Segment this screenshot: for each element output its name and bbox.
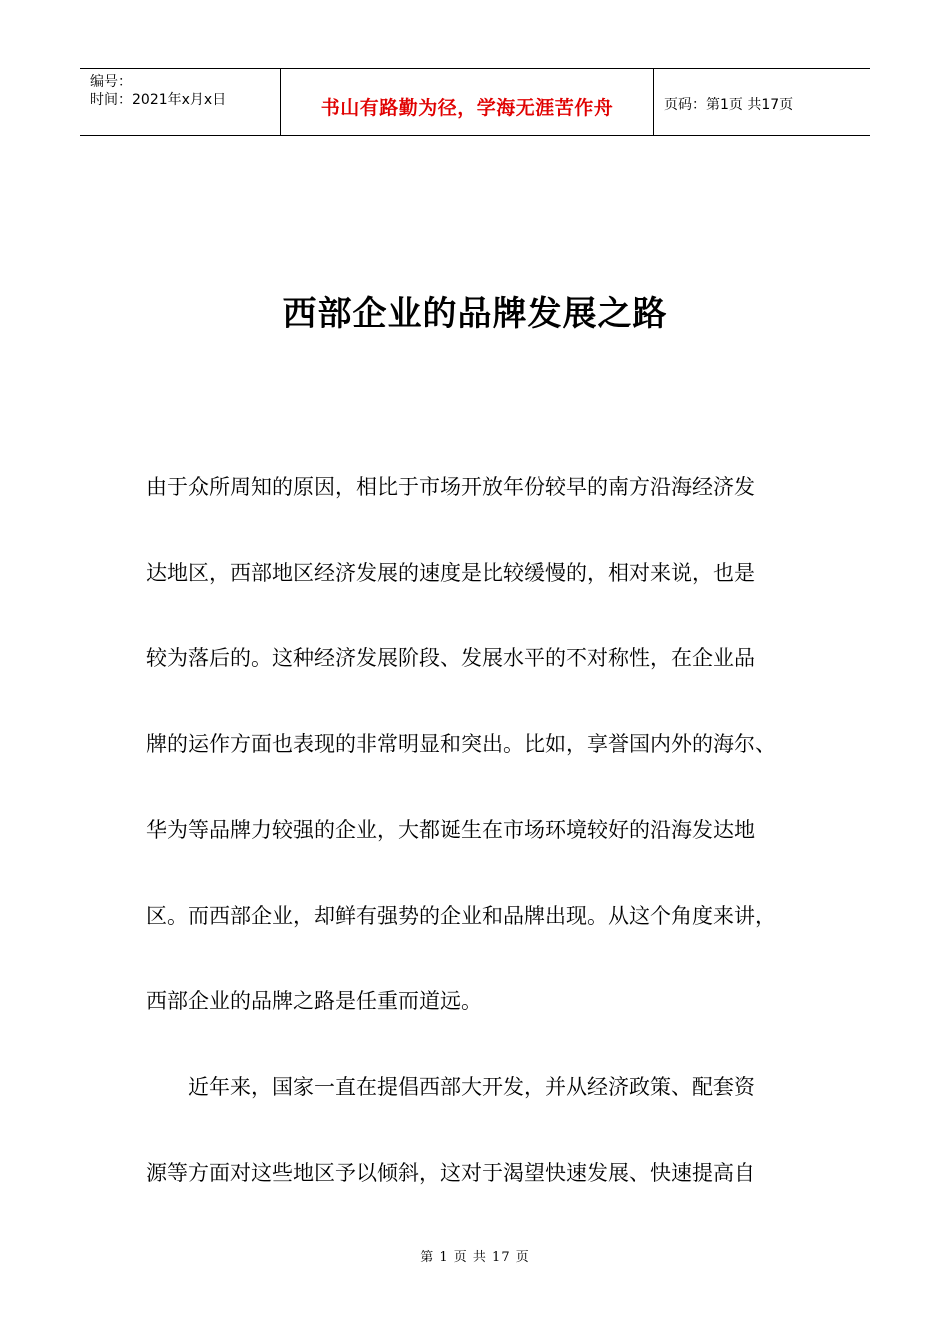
- body-line: 牌的运作方面也表现的非常明显和突出。比如，享誉国内外的海尔、: [146, 732, 776, 757]
- page-footer: 第 1 页 共 17 页: [420, 1250, 530, 1265]
- motto-text: 书山有路勤为径，学海无涯苦作舟: [320, 96, 614, 119]
- body-line: 华为等品牌力较强的企业，大都诞生在市场环境较好的沿海发达地: [146, 817, 755, 842]
- body-line: 较为落后的。这种经济发展阶段、发展水平的不对称性，在企业品: [146, 646, 755, 671]
- page-header: [80, 68, 870, 136]
- body-line: 达地区，西部地区经济发展的速度是比较缓慢的，相对来说，也是: [146, 560, 755, 585]
- date-label: 时间：2021年x月x日: [90, 92, 227, 108]
- document-title: 西部企业的品牌发展之路: [282, 294, 668, 334]
- body-line: 区。而西部企业，却鲜有强势的企业和品牌出现。从这个角度来讲，: [146, 903, 776, 928]
- serial-number-label: 编号：: [90, 74, 132, 90]
- body-line: 近年来，国家一直在提倡西部大开发，并从经济政策、配套资: [188, 1074, 755, 1099]
- body-line: 西部企业的品牌之路是任重而道远。: [146, 989, 482, 1014]
- header-meta-cell: [80, 69, 281, 135]
- header-page-info: 页码：第1页 共17页: [664, 97, 794, 113]
- body-line: 源等方面对这些地区予以倾斜，这对于渴望快速发展、快速提高自: [146, 1160, 755, 1185]
- header-motto-cell: [281, 69, 654, 135]
- body-line: 由于众所周知的原因，相比于市场开放年份较早的南方沿海经济发: [146, 475, 755, 499]
- document-body: [146, 445, 806, 1216]
- header-page-cell: [654, 69, 870, 135]
